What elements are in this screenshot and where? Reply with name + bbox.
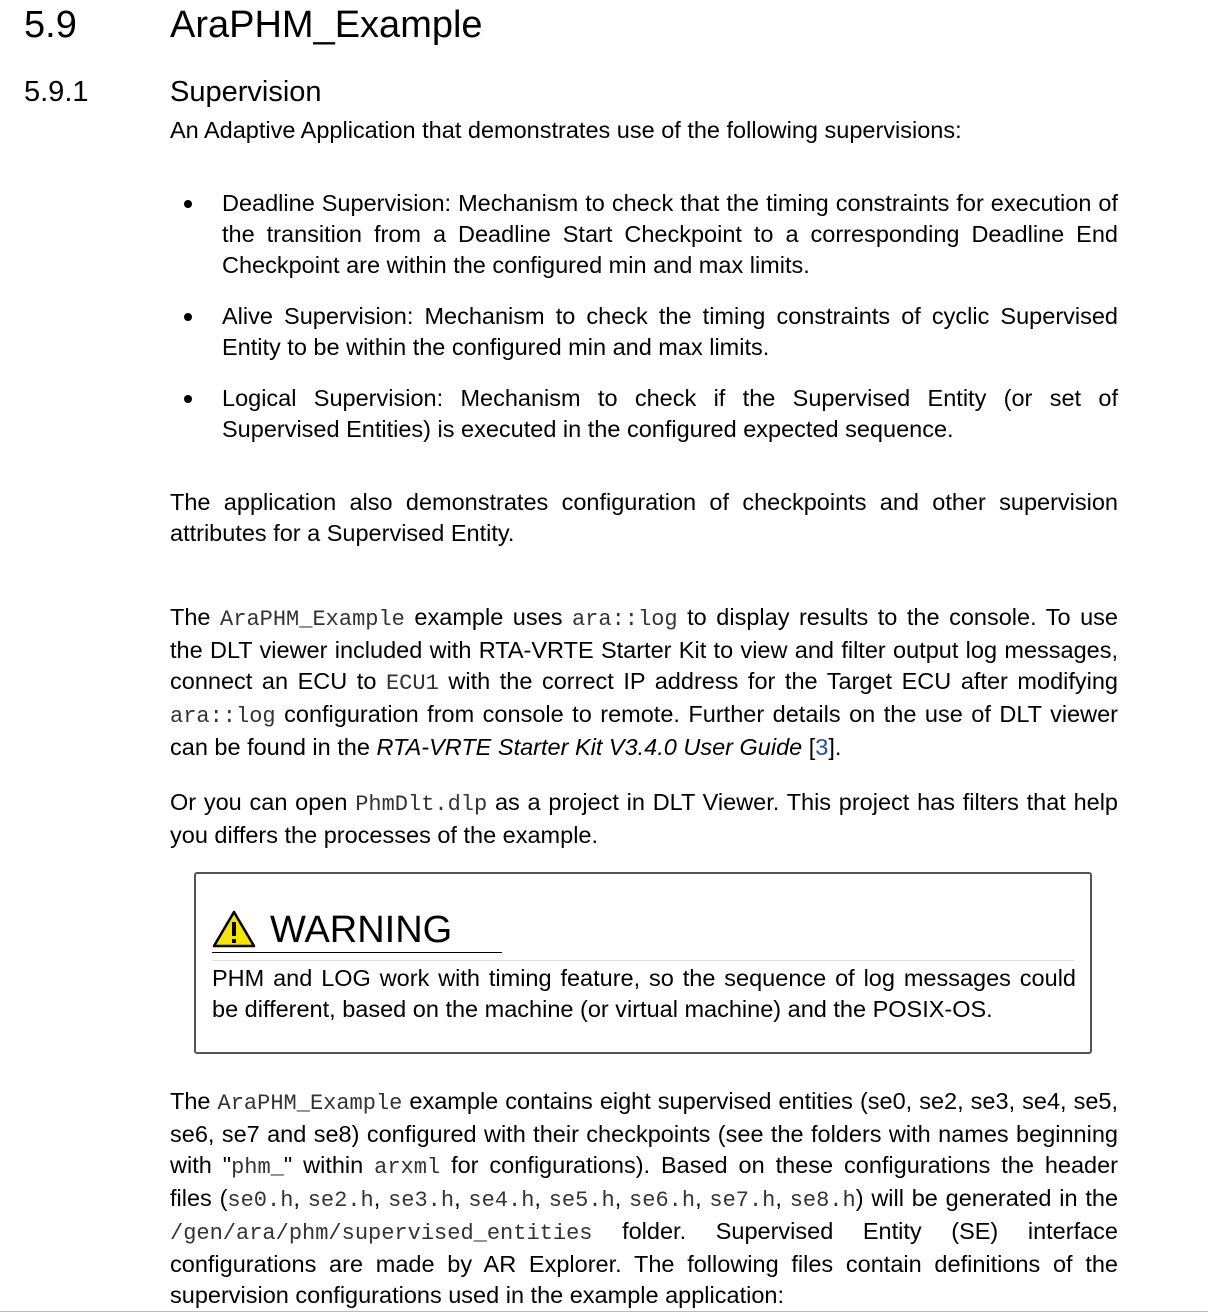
code-example-name: AraPHM_Example xyxy=(217,1091,403,1116)
code-ecu1: ECU1 xyxy=(385,671,439,696)
list-item xyxy=(170,301,1118,363)
attributes-paragraph: The application also demonstrates configuration of checkpoints and other supervision attributes for a Supervised Entity. xyxy=(170,489,1118,546)
code-header-file: se7.h xyxy=(709,1188,776,1213)
warning-title: WARNING xyxy=(270,909,453,951)
code-header-file: se4.h xyxy=(468,1188,535,1213)
code-ara-log: ara::log xyxy=(170,704,276,729)
warning-icon xyxy=(212,910,256,948)
list-item-text: Logical Supervision: Mechanism to check if the Supervised Entity (or set of Supervised Entities) is executed in the configured expected sequence. xyxy=(222,385,1118,442)
section-number: 5.9 xyxy=(24,4,77,46)
supervision-list xyxy=(170,188,1118,465)
code-header-file: se0.h xyxy=(227,1188,294,1213)
code-header-file: se3.h xyxy=(388,1188,455,1213)
bullet-icon xyxy=(184,395,192,403)
list-item-text: Deadline Supervision: Mechanism to check that the timing constraints for execution of the transition from a Deadline Start Checkpoint to a corresponding Deadline End Checkpoint are within the configured min and max limits. xyxy=(222,190,1118,278)
list-item xyxy=(170,188,1118,281)
reference-link[interactable]: 3 xyxy=(815,734,829,760)
warning-divider xyxy=(212,960,1074,961)
dlt-paragraph: The AraPHM_Example example uses ara::log to display results to the console. To use the DLT viewer included with RTA-VRTE Starter Kit to view and filter output log messages, connect an ECU to ECU1 with the correct IP address for the Target ECU after modifying ara::log configuration from console to remote. Further details on the use of DLT viewer can be found in the RTA-VRTE Starter Kit V3.4.0 User Guide [3]. xyxy=(170,604,1119,760)
code-phm-prefix: phm_ xyxy=(231,1155,284,1180)
dlp-paragraph: Or you can open PhmDlt.dlp as a project in DLT Viewer. This project has filters that help you differs the processes of the example. xyxy=(170,789,1118,848)
code-header-file: se6.h xyxy=(629,1188,696,1213)
user-guide-title: RTA-VRTE Starter Kit V3.4.0 User Guide xyxy=(376,734,803,760)
warning-body: PHM and LOG work with timing feature, so the sequence of log messages could be different, based on the machine (or virtual machine) and the POSIX-OS. xyxy=(212,965,1076,1022)
warning-box xyxy=(194,872,1092,1054)
list-item xyxy=(170,383,1118,445)
code-header-file: se5.h xyxy=(548,1188,615,1213)
code-ara-log: ara::log xyxy=(571,607,678,632)
bullet-icon xyxy=(184,200,192,208)
code-gen-folder: /gen/ara/phm/supervised_entities xyxy=(170,1221,593,1246)
entities-paragraph: The AraPHM_Example example contains eight supervised entities (se0, se2, se3, se4, se5, se6, se7 and se8) configured with their checkpoints (see the folders with names beginning with "phm_" within arxml for configurations). Based on these configurations the header files (se0.h, se2.h, se3.h, se4.h, se5.h, se6.h, se7.h, se8.h) will be generated in the /gen/ara/phm/supervised_entities folder. Supervised Entity (SE) interface configurations are made by AR Explorer. The following files contain definitions of the supervision configurations used in the example application: xyxy=(170,1088,1119,1308)
code-header-file: se8.h xyxy=(789,1188,856,1213)
list-item-text: Alive Supervision: Mechanism to check the timing constraints of cyclic Supervised Entity to be within the configured min and max limits. xyxy=(222,303,1118,360)
code-example-name: AraPHM_Example xyxy=(220,607,405,632)
code-header-file: se2.h xyxy=(307,1188,374,1213)
page-bottom-rule xyxy=(0,1311,1208,1312)
section-title: AraPHM_Example xyxy=(170,4,483,46)
warning-header xyxy=(212,908,502,953)
subsection-number: 5.9.1 xyxy=(24,76,89,108)
intro-paragraph: An Adaptive Application that demonstrates use of the following supervisions: xyxy=(170,117,962,143)
subsection-title: Supervision xyxy=(170,76,322,108)
bullet-icon xyxy=(184,313,192,321)
code-arxml: arxml xyxy=(374,1155,441,1180)
code-dlp-file: PhmDlt.dlp xyxy=(355,792,488,817)
